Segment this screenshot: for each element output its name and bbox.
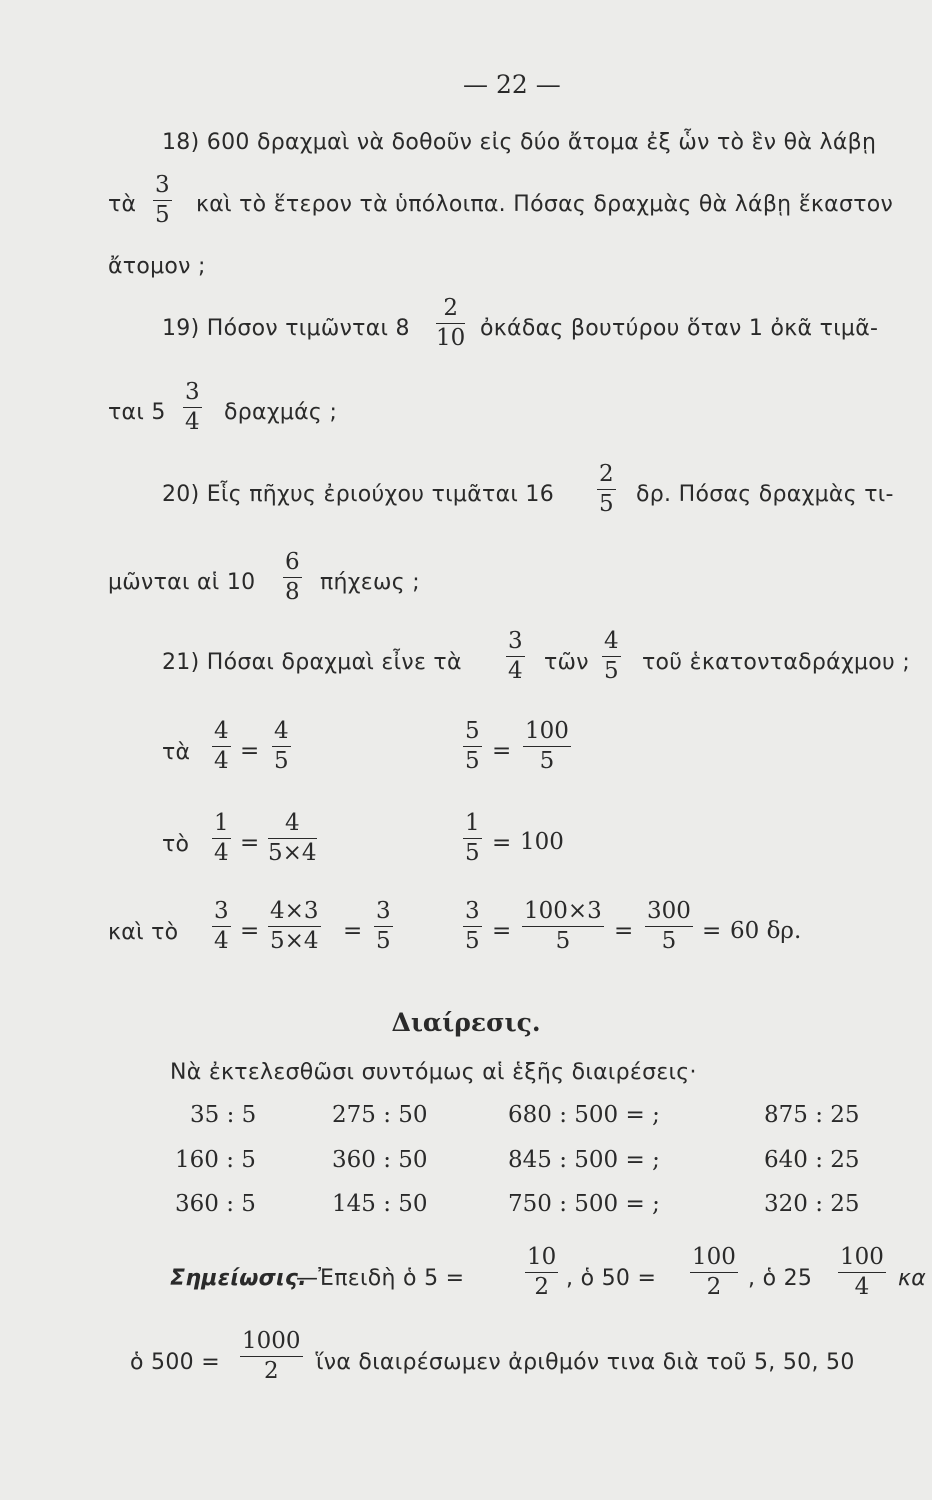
fraction: $\frac{4}{4}$ <box>214 718 229 774</box>
equals-sign: = <box>492 830 512 856</box>
division-item: 275 : 50 <box>332 1102 428 1128</box>
problem-20-line-1-pre: 20) Εἷς πῆχυς ἐριούχου τιμᾶται 16 <box>162 482 554 507</box>
division-item: 640 : 25 <box>764 1147 860 1173</box>
problem-19-line-1-post: ὀκάδας βουτύρου ὅταν 1 ὀκᾶ τιμᾶ- <box>480 316 879 341</box>
problem-19-line-2-post: δραχμάς ; <box>224 400 338 425</box>
division-item: 320 : 25 <box>764 1191 860 1217</box>
problem-20-line-2-post: πήχεως ; <box>320 570 420 595</box>
division-item: 750 : 500 = ; <box>508 1191 660 1217</box>
fraction: $\frac{300}{5}$ <box>647 898 691 954</box>
fraction: $\frac{4}{5}$ <box>274 718 289 774</box>
fraction: $\frac{5}{5}$ <box>465 718 480 774</box>
fraction: $\frac{1}{5}$ <box>465 810 480 866</box>
division-item: 360 : 50 <box>332 1147 428 1173</box>
fraction: $\frac{2}{10}$ <box>436 295 466 351</box>
note-label: Σημείωσις. <box>170 1266 307 1291</box>
problem-18-line-2-post: καὶ τὸ ἕτερον τὰ ὑπόλοιπα. Πόσας δραχμὰς θὰ λάβῃ ἕκαστον <box>196 192 894 217</box>
problem-18-line-2-pre: τὰ <box>108 192 137 217</box>
equals-sign: = <box>492 738 512 764</box>
equals-sign: = <box>702 918 722 944</box>
fraction: $\frac{4}{5}$ <box>604 628 619 684</box>
division-item: 680 : 500 = ; <box>508 1102 660 1128</box>
equals-sign: = <box>492 918 512 944</box>
equals-sign: = <box>240 918 260 944</box>
equals-sign: = <box>240 830 260 856</box>
equals-sign: = <box>614 918 634 944</box>
division-item: 145 : 50 <box>332 1191 428 1217</box>
problem-19-line-1-pre: 19) Πόσον τιμῶνται 8 <box>162 316 410 341</box>
note-text: , ὁ 50 = <box>566 1266 657 1291</box>
fraction: $\frac{3}{5}$ <box>376 898 391 954</box>
equals-sign: = <box>343 918 363 944</box>
note-text: , ὁ 25 <box>748 1266 813 1291</box>
note-text: —Ἐπειδὴ ὁ 5 = <box>296 1266 465 1291</box>
division-item: 360 : 5 <box>175 1191 256 1217</box>
fraction: $\frac{100}{2}$ <box>692 1244 736 1300</box>
fraction: $\frac{3}{5}$ <box>465 898 480 954</box>
note-line-2-post: ἵνα διαιρέσωμεν ἀριθμόν τινα διὰ τοῦ 5, 50, 50 <box>316 1350 855 1375</box>
division-item: 160 : 5 <box>175 1147 256 1173</box>
fraction: $\frac{10}{2}$ <box>527 1244 557 1300</box>
fraction: $\frac{4\times 3}{5\times 4}$ <box>270 898 319 954</box>
fraction: $\frac{2}{5}$ <box>599 461 614 517</box>
solution-value: 100 <box>520 829 564 855</box>
fraction: $\frac{1}{4}$ <box>214 810 229 866</box>
problem-18-line-1: 18) 600 δραχμαὶ νὰ δοθοῦν εἰς δύο ἄτομα ἐξ ὧν τὸ ἓν θὰ λάβῃ <box>162 130 877 155</box>
fraction: $\frac{3}{4}$ <box>508 628 523 684</box>
equals-sign: = <box>240 738 260 764</box>
fraction: $\frac{4}{5\times 4}$ <box>268 810 317 866</box>
fraction: $\frac{6}{8}$ <box>285 549 300 605</box>
fraction: $\frac{3}{4}$ <box>214 898 229 954</box>
fraction: $\frac{3}{5}$ <box>155 172 170 228</box>
note-text: κα <box>898 1266 927 1291</box>
solution-label: τὰ <box>162 740 191 765</box>
problem-21-line-1-pre: 21) Πόσαι δραχμαὶ εἶνε τὰ <box>162 650 462 675</box>
page-number: — 22 — <box>463 70 561 99</box>
instruction-text: Νὰ ἐκτελεσθῶσι συντόμως αἱ ἑξῆς διαιρέσεις· <box>170 1060 697 1085</box>
division-item: 875 : 25 <box>764 1102 860 1128</box>
fraction: $\frac{3}{4}$ <box>185 379 200 435</box>
section-heading: Διαίρεσις. <box>391 1008 541 1037</box>
problem-20-line-2-pre: μῶνται αἱ 10 <box>108 570 256 595</box>
problem-19-line-2-pre: ται 5 <box>108 400 166 425</box>
fraction: $\frac{100}{4}$ <box>840 1244 884 1300</box>
division-item: 845 : 500 = ; <box>508 1147 660 1173</box>
division-item: 35 : 5 <box>190 1102 257 1128</box>
fraction: $\frac{100}{5}$ <box>525 718 569 774</box>
fraction: $\frac{1000}{2}$ <box>242 1328 301 1384</box>
fraction: $\frac{100\times 3}{5}$ <box>524 898 602 954</box>
problem-21-line-1-post: τοῦ ἑκατονταδράχμου ; <box>642 650 911 675</box>
problem-20-line-1-post: δρ. Πόσας δραχμὰς τι- <box>636 482 894 507</box>
solution-label: τὸ <box>162 832 190 857</box>
solution-label: καὶ τὸ <box>108 920 179 945</box>
solution-result: 60 δρ. <box>730 918 802 944</box>
problem-18-line-3: ἄτομον ; <box>108 254 206 279</box>
note-line-2-pre: ὁ 500 = <box>130 1350 220 1375</box>
problem-21-mid: τῶν <box>544 650 589 675</box>
